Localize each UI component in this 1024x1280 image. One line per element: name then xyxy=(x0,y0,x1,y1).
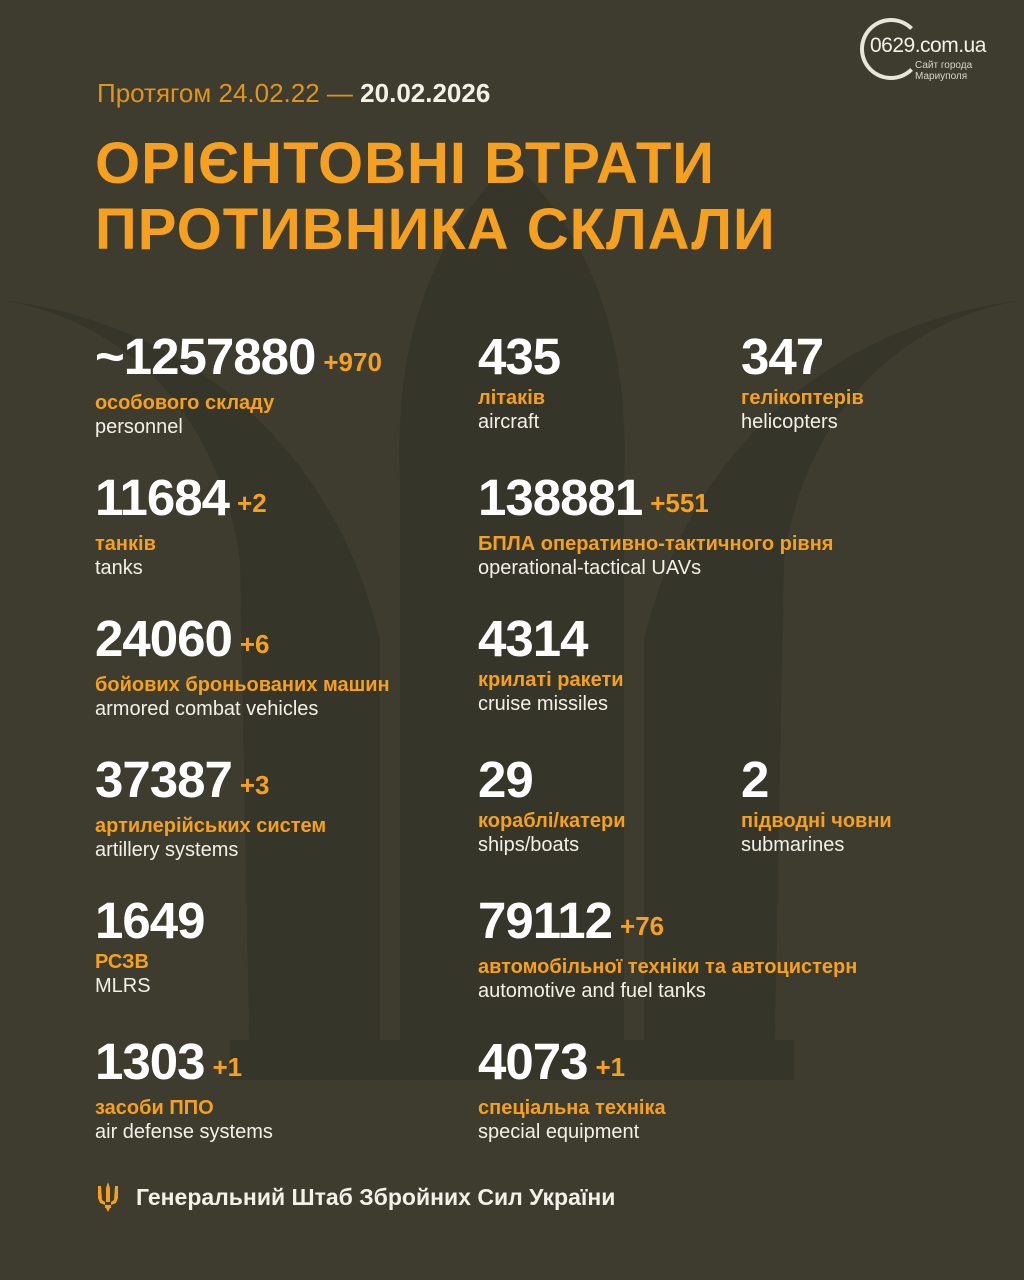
stat-label-ua: бойових броньованих машин xyxy=(95,674,390,696)
stat-label-en: automotive and fuel tanks xyxy=(478,980,706,1002)
stat-label-en: personnel xyxy=(95,416,183,438)
stat-air-defense xyxy=(95,1035,273,1144)
stat-label-en: artillery systems xyxy=(95,839,239,861)
stat-label-ua: літаків xyxy=(478,387,546,409)
site-watermark xyxy=(860,14,1010,86)
stat-vehicles xyxy=(478,894,857,1003)
stat-mlrs xyxy=(95,894,204,998)
stat-value: 138881 xyxy=(478,469,643,526)
stat-aircraft xyxy=(478,330,560,434)
stat-personnel xyxy=(95,330,382,439)
watermark-site: 0629.com.ua xyxy=(870,34,986,57)
watermark-tagline: Сайт города Мариуполя xyxy=(915,60,973,82)
stat-tanks xyxy=(95,471,267,580)
stat-label-ua: підводні човни xyxy=(741,810,892,832)
stat-label-en: armored combat vehicles xyxy=(95,698,319,720)
stat-label-ua: засоби ППО xyxy=(95,1097,214,1119)
stat-label-ua: автомобільної техніки та автоцистерн xyxy=(478,956,858,978)
stat-value: 2 xyxy=(741,751,769,808)
stat-value: 11684 xyxy=(95,469,230,526)
stat-value: ~1257880 xyxy=(95,328,316,385)
stat-label-en: aircraft xyxy=(478,411,540,433)
title-line-2: ПРОТИВНИКА СКЛАЛИ xyxy=(95,197,776,262)
stat-delta: +1 xyxy=(212,1052,243,1082)
period-end-date: 20.02.2026 xyxy=(360,78,491,108)
footer xyxy=(96,1180,615,1214)
stat-label-ua: РСЗВ xyxy=(95,951,149,973)
stat-label-en: helicopters xyxy=(741,411,838,433)
stat-delta: +551 xyxy=(650,488,709,518)
stat-label-ua: спеціальна техніка xyxy=(478,1097,666,1119)
stat-label-en: tanks xyxy=(95,557,143,579)
footer-org-name: Генеральний Штаб Збройних Сил України xyxy=(136,1183,616,1210)
stat-label-en: special equipment xyxy=(478,1121,640,1143)
stat-label-ua: танків xyxy=(95,533,156,555)
stat-label-ua: БПЛА оперативно-тактичного рівня xyxy=(478,533,834,555)
stat-label-en: operational-tactical UAVs xyxy=(478,557,702,579)
stat-delta: +1 xyxy=(595,1052,626,1082)
stat-label-ua: артилерійських систем xyxy=(95,815,327,837)
title-line-1: ОРІЄНТОВНІ ВТРАТИ xyxy=(95,131,715,196)
stat-value: 1649 xyxy=(95,892,205,949)
stat-label-en: submarines xyxy=(741,834,845,856)
period-prefix: Протягом 24.02.22 — xyxy=(97,78,353,108)
stat-special xyxy=(478,1035,666,1144)
stat-delta: +3 xyxy=(239,770,270,800)
trident-icon xyxy=(96,1182,120,1212)
stat-label-ua: кораблі/катери xyxy=(478,810,626,832)
stat-label-ua: крилаті ракети xyxy=(478,669,624,691)
stat-submarines xyxy=(741,753,892,857)
stat-value: 435 xyxy=(478,328,561,385)
stat-artillery xyxy=(95,753,326,862)
stat-value: 24060 xyxy=(95,610,232,667)
stat-cruise-missiles xyxy=(478,612,624,716)
stat-delta: +2 xyxy=(237,488,267,518)
stat-helicopters xyxy=(741,330,864,434)
stat-ships xyxy=(478,753,626,857)
stat-label-en: MLRS xyxy=(95,975,151,997)
stat-label-ua: особового складу xyxy=(95,392,275,414)
period-range xyxy=(97,78,490,109)
stat-delta: +970 xyxy=(323,347,382,377)
stat-value: 4314 xyxy=(478,610,588,667)
stat-value: 29 xyxy=(478,751,533,808)
stat-value: 1303 xyxy=(95,1033,205,1090)
stat-value: 347 xyxy=(741,328,824,385)
page-title xyxy=(95,131,776,263)
stat-uavs xyxy=(478,471,833,580)
stat-acv xyxy=(95,612,390,721)
stat-value: 4073 xyxy=(478,1033,588,1090)
stat-value: 79112 xyxy=(478,892,613,949)
stat-value: 37387 xyxy=(95,751,232,808)
stat-label-en: cruise missiles xyxy=(478,693,609,715)
stat-delta: +76 xyxy=(620,911,665,941)
stat-label-en: air defense systems xyxy=(95,1121,273,1143)
stat-delta: +6 xyxy=(239,629,270,659)
stat-label-en: ships/boats xyxy=(478,834,580,856)
stat-label-ua: гелікоптерів xyxy=(741,387,864,409)
